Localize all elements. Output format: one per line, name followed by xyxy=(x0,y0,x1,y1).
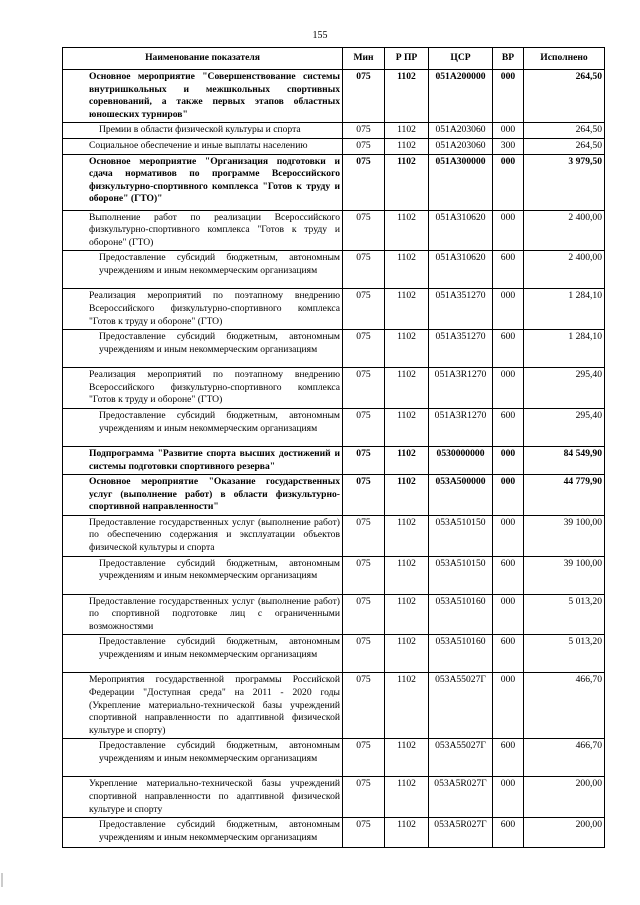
row-name: Укрепление материально-технической базы учреждений спортивной направленности по адаптивной физической культуре и спорту xyxy=(63,777,343,818)
row-rpr: 1102 xyxy=(385,673,429,739)
row-vr: 600 xyxy=(493,818,524,848)
row-csr: 051А351270 xyxy=(429,330,493,368)
row-vr: 000 xyxy=(493,70,524,123)
row-rpr: 1102 xyxy=(385,515,429,556)
row-sum: 1 284,10 xyxy=(524,330,605,368)
row-vr: 000 xyxy=(493,210,524,251)
row-csr: 053А510160 xyxy=(429,594,493,635)
row-name: Предоставление субсидий бюджетным, автономным учреждениям и иным некоммерческим организациям xyxy=(63,251,343,289)
table-row xyxy=(63,154,605,210)
row-vr: 000 xyxy=(493,446,524,474)
row-csr: 053А55027Г xyxy=(429,739,493,777)
row-vr: 000 xyxy=(493,368,524,409)
row-min: 075 xyxy=(343,289,385,330)
row-min: 075 xyxy=(343,739,385,777)
row-rpr: 1102 xyxy=(385,138,429,154)
row-name: Предоставление государственных услуг (выполнение работ) по обеспечению содержания и эксплуатации объектов физической культуры и спорта xyxy=(63,515,343,556)
row-name: Социальное обеспечение и иные выплаты населению xyxy=(63,138,343,154)
row-sum: 264,50 xyxy=(524,123,605,139)
row-vr: 600 xyxy=(493,556,524,594)
table-row xyxy=(63,818,605,848)
table-row xyxy=(63,289,605,330)
table-row xyxy=(63,739,605,777)
row-vr: 000 xyxy=(493,673,524,739)
row-rpr: 1102 xyxy=(385,635,429,673)
row-sum: 84 549,90 xyxy=(524,446,605,474)
row-min: 075 xyxy=(343,123,385,139)
row-min: 075 xyxy=(343,251,385,289)
row-min: 075 xyxy=(343,446,385,474)
row-vr: 000 xyxy=(493,123,524,139)
row-vr: 600 xyxy=(493,739,524,777)
row-min: 075 xyxy=(343,556,385,594)
row-name: Предоставление субсидий бюджетным, автономным учреждениям и иным некоммерческим организациям xyxy=(63,330,343,368)
header-csr: ЦСР xyxy=(429,48,493,70)
row-rpr: 1102 xyxy=(385,123,429,139)
row-sum: 466,70 xyxy=(524,673,605,739)
row-min: 075 xyxy=(343,515,385,556)
header-vr: ВР xyxy=(493,48,524,70)
row-csr: 053А5R027Г xyxy=(429,777,493,818)
row-name: Предоставление субсидий бюджетным, автономным учреждениям и иным некоммерческим организациям xyxy=(63,739,343,777)
row-rpr: 1102 xyxy=(385,777,429,818)
row-sum: 2 400,00 xyxy=(524,210,605,251)
table-row xyxy=(63,210,605,251)
row-sum: 295,40 xyxy=(524,408,605,446)
table-row xyxy=(63,475,605,516)
header-sum: Исполнено xyxy=(524,48,605,70)
row-csr: 051А203060 xyxy=(429,138,493,154)
row-vr: 000 xyxy=(493,777,524,818)
row-sum: 200,00 xyxy=(524,777,605,818)
table-row xyxy=(63,70,605,123)
header-min: Мин xyxy=(343,48,385,70)
row-sum: 39 100,00 xyxy=(524,515,605,556)
row-rpr: 1102 xyxy=(385,556,429,594)
row-name: Предоставление государственных услуг (выполнение работ) по спортивной подготовке лиц с ограниченными возможностями xyxy=(63,594,343,635)
table-row xyxy=(63,251,605,289)
row-name: Предоставление субсидий бюджетным, автономным учреждениям и иным некоммерческим организациям xyxy=(63,635,343,673)
row-csr: 051А300000 xyxy=(429,154,493,210)
row-vr: 000 xyxy=(493,289,524,330)
table-row xyxy=(63,777,605,818)
row-sum: 466,70 xyxy=(524,739,605,777)
row-min: 075 xyxy=(343,138,385,154)
row-name: Мероприятия государственной программы Российской Федерации "Доступная среда" на 2011 - 2020 годы (Укрепление материально-технической базы учреждений спортивной направленности по адаптивной физической культуре и спорту) xyxy=(63,673,343,739)
row-min: 075 xyxy=(343,635,385,673)
scan-margin-mark xyxy=(1,873,3,887)
row-name: Выполнение работ по реализации Всероссийского физкультурно-спортивного комплекса "Готов к труду и обороне" (ГТО) xyxy=(63,210,343,251)
budget-table xyxy=(62,47,605,848)
row-min: 075 xyxy=(343,475,385,516)
row-rpr: 1102 xyxy=(385,210,429,251)
header-rpr: Р ПР xyxy=(385,48,429,70)
table-row xyxy=(63,515,605,556)
row-csr: 053А510160 xyxy=(429,635,493,673)
row-csr: 053А5R027Г xyxy=(429,818,493,848)
row-sum: 264,50 xyxy=(524,70,605,123)
row-rpr: 1102 xyxy=(385,154,429,210)
table-row xyxy=(63,594,605,635)
row-rpr: 1102 xyxy=(385,594,429,635)
row-sum: 5 013,20 xyxy=(524,594,605,635)
row-vr: 600 xyxy=(493,251,524,289)
row-rpr: 1102 xyxy=(385,330,429,368)
row-name: Премии в области физической культуры и спорта xyxy=(63,123,343,139)
row-sum: 295,40 xyxy=(524,368,605,409)
row-rpr: 1102 xyxy=(385,446,429,474)
row-sum: 5 013,20 xyxy=(524,635,605,673)
row-rpr: 1102 xyxy=(385,818,429,848)
table-header-row xyxy=(63,48,605,70)
row-rpr: 1102 xyxy=(385,475,429,516)
row-min: 075 xyxy=(343,330,385,368)
row-vr: 000 xyxy=(493,154,524,210)
row-csr: 053А55027Г xyxy=(429,673,493,739)
row-sum: 39 100,00 xyxy=(524,556,605,594)
row-name: Подпрограмма "Развитие спорта высших достижений и системы подготовки спортивного резерва" xyxy=(63,446,343,474)
header-name: Наименование показателя xyxy=(63,48,343,70)
row-csr: 051А3R1270 xyxy=(429,368,493,409)
row-min: 075 xyxy=(343,368,385,409)
row-csr: 051А310620 xyxy=(429,210,493,251)
row-csr: 053А510150 xyxy=(429,556,493,594)
row-rpr: 1102 xyxy=(385,251,429,289)
table-row xyxy=(63,673,605,739)
row-name: Основное мероприятие "Оказание государственных услуг (выполнение работ) в области физкультурно-спортивной направленности" xyxy=(63,475,343,516)
row-min: 075 xyxy=(343,210,385,251)
row-name: Основное мероприятие "Организация подготовки и сдача нормативов по программе Всероссийского физкультурно-спортивного комплекса "Готов к труду и обороне" (ГТО)" xyxy=(63,154,343,210)
row-sum: 1 284,10 xyxy=(524,289,605,330)
table-row xyxy=(63,330,605,368)
table-row xyxy=(63,138,605,154)
row-vr: 000 xyxy=(493,515,524,556)
row-csr: 051А310620 xyxy=(429,251,493,289)
row-vr: 600 xyxy=(493,408,524,446)
table-row xyxy=(63,408,605,446)
row-name: Реализация мероприятий по поэтапному внедрению Всероссийского физкультурно-спортивного комплекса "Готов к труду и обороне" (ГТО) xyxy=(63,289,343,330)
row-min: 075 xyxy=(343,777,385,818)
row-csr: 051А203060 xyxy=(429,123,493,139)
row-sum: 264,50 xyxy=(524,138,605,154)
row-min: 075 xyxy=(343,673,385,739)
row-min: 075 xyxy=(343,154,385,210)
row-min: 075 xyxy=(343,70,385,123)
row-csr: 051А351270 xyxy=(429,289,493,330)
row-rpr: 1102 xyxy=(385,70,429,123)
row-sum: 44 779,90 xyxy=(524,475,605,516)
row-csr: 053А500000 xyxy=(429,475,493,516)
row-name: Предоставление субсидий бюджетным, автономным учреждениям и иным некоммерческим организациям xyxy=(63,408,343,446)
row-min: 075 xyxy=(343,818,385,848)
row-vr: 000 xyxy=(493,475,524,516)
row-csr: 0530000000 xyxy=(429,446,493,474)
row-name: Предоставление субсидий бюджетным, автономным учреждениям и иным некоммерческим организациям xyxy=(63,818,343,848)
row-min: 075 xyxy=(343,408,385,446)
row-rpr: 1102 xyxy=(385,408,429,446)
table-row xyxy=(63,368,605,409)
table-row xyxy=(63,556,605,594)
row-rpr: 1102 xyxy=(385,289,429,330)
page-number: 155 xyxy=(312,30,328,41)
row-sum: 3 979,50 xyxy=(524,154,605,210)
row-sum: 200,00 xyxy=(524,818,605,848)
table-row xyxy=(63,635,605,673)
row-csr: 053А510150 xyxy=(429,515,493,556)
row-name: Основное мероприятие "Совершенствование системы внутришкольных и межшкольных спортивных соревнований, а также первых этапов областных юношеских турниров" xyxy=(63,70,343,123)
row-vr: 000 xyxy=(493,594,524,635)
row-rpr: 1102 xyxy=(385,739,429,777)
row-sum: 2 400,00 xyxy=(524,251,605,289)
row-name: Предоставление субсидий бюджетным, автономным учреждениям и иным некоммерческим организациям xyxy=(63,556,343,594)
row-csr: 051А200000 xyxy=(429,70,493,123)
row-rpr: 1102 xyxy=(385,368,429,409)
row-min: 075 xyxy=(343,594,385,635)
row-vr: 300 xyxy=(493,138,524,154)
row-vr: 600 xyxy=(493,635,524,673)
table-row xyxy=(63,123,605,139)
row-csr: 051А3R1270 xyxy=(429,408,493,446)
row-vr: 600 xyxy=(493,330,524,368)
row-name: Реализация мероприятий по поэтапному внедрению Всероссийского физкультурно-спортивного комплекса "Готов к труду и обороне" (ГТО) xyxy=(63,368,343,409)
table-row xyxy=(63,446,605,474)
